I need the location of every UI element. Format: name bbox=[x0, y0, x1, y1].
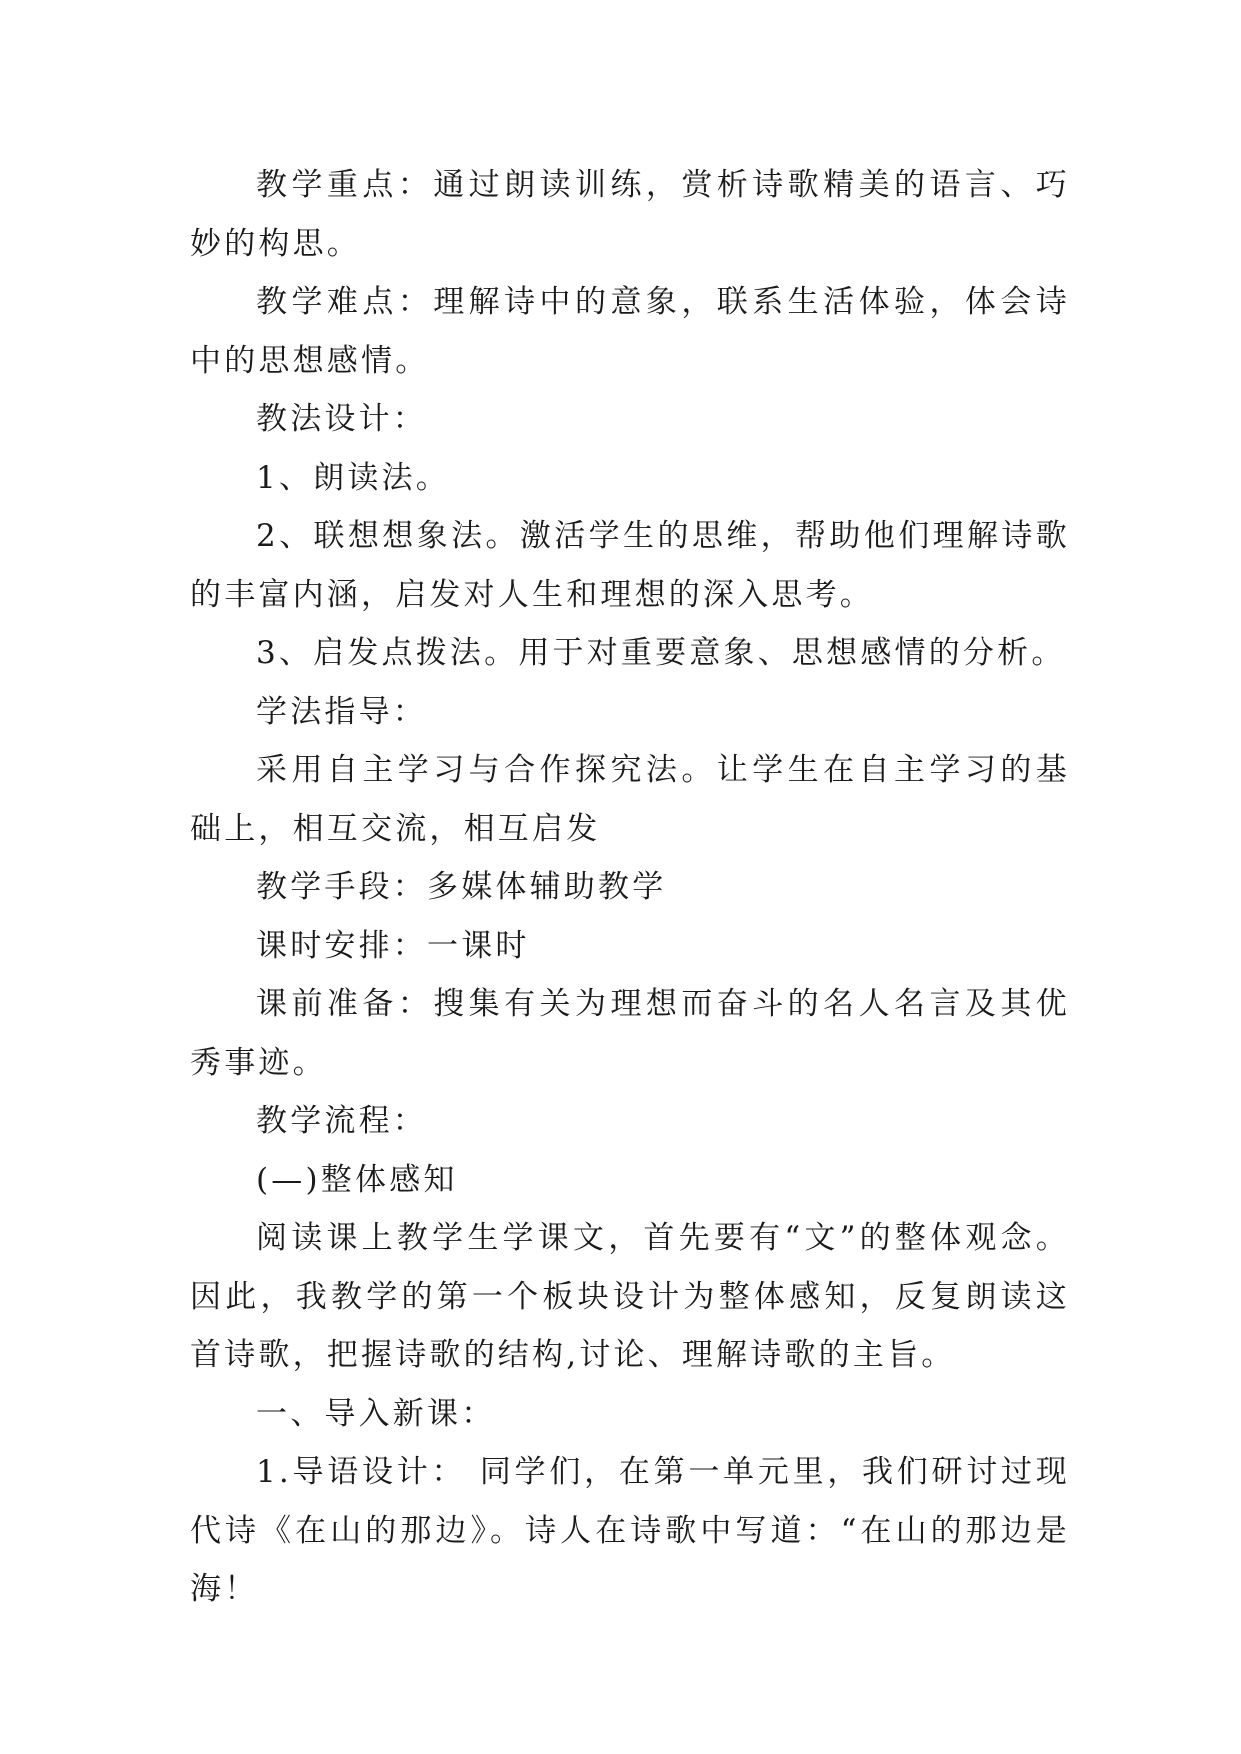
paragraph-teaching-focus: 教学重点：通过朗读训练，赏析诗歌精美的语言、巧妙的构思。 bbox=[190, 167, 1070, 262]
paragraph-teaching-flow-heading: 教学流程： bbox=[256, 1103, 427, 1139]
paragraph-method-1: 1、朗读法。 bbox=[256, 459, 450, 496]
paragraph-overall-perception-heading: (—)整体感知 bbox=[256, 1161, 458, 1198]
paragraph-introduction-design: 1.导语设计： 同学们，在第一单元里，我们研讨过现代诗《在山的那边》。诗人在诗歌中写道：“在山的那边是海！ bbox=[190, 1454, 1070, 1607]
paragraph-teaching-means: 教学手段：多媒体辅助教学 bbox=[256, 869, 667, 905]
paragraph-class-hours: 课时安排：一课时 bbox=[256, 927, 530, 964]
paragraph-introduction-heading: 一、导入新课： bbox=[256, 1395, 496, 1432]
paragraph-learning-guide: 采用自主学习与合作探究法。让学生在自主学习的基础上，相互交流，相互启发 bbox=[190, 752, 1070, 847]
paragraph-method-2: 2、联想想象法。激活学生的思维，帮助他们理解诗歌的丰富内涵，启发对人生和理想的深入思考。 bbox=[190, 518, 1070, 613]
document-body bbox=[190, 156, 1070, 1619]
paragraph-preparation: 课前准备：搜集有关为理想而奋斗的名人名言及其优秀事迹。 bbox=[190, 986, 1070, 1081]
paragraph-teaching-difficulty: 教学难点：理解诗中的意象，联系生活体验，体会诗中的思想感情。 bbox=[190, 284, 1070, 379]
paragraph-method-design-heading: 教法设计： bbox=[256, 401, 427, 437]
paragraph-overall-perception: 阅读课上教学生学课文，首先要有“文”的整体观念。因此，我教学的第一个板块设计为整体感知，反复朗读这首诗歌，把握诗歌的结构,讨论、理解诗歌的主旨。 bbox=[190, 1220, 1070, 1373]
paragraph-method-3: 3、启发点拨法。用于对重要意象、思想感情的分析。 bbox=[256, 635, 1066, 671]
paragraph-learning-guide-heading: 学法指导： bbox=[256, 693, 427, 730]
